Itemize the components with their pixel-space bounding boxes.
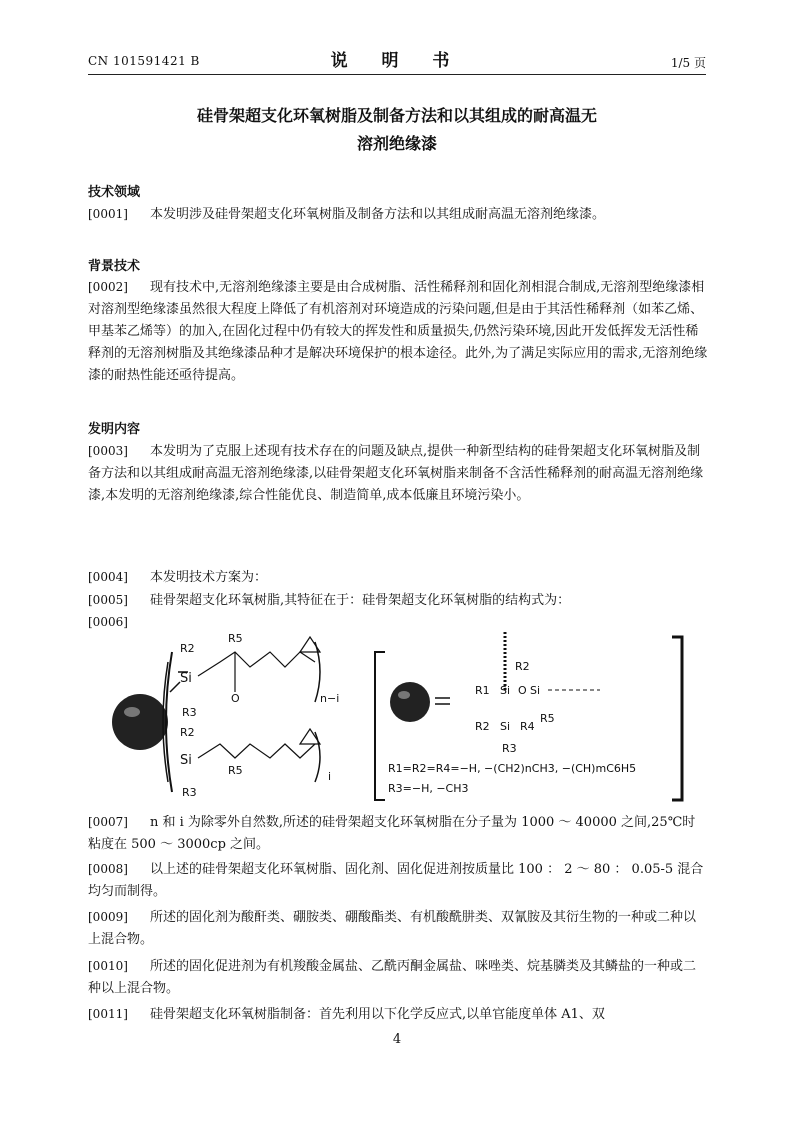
section-tech-field: 技术领域 xyxy=(88,185,141,200)
paragraph-tag: [0006] xyxy=(88,615,128,629)
label-r2-top: R2 xyxy=(180,642,195,655)
label-o-carbonyl: O xyxy=(231,692,240,705)
label-i-sub: i xyxy=(328,770,332,783)
definition-line-2: R3=−H, −CH3 xyxy=(388,782,469,795)
paragraph-tag: [0001] xyxy=(88,207,128,221)
paragraph-0008 xyxy=(88,858,708,903)
structural-formula-figure xyxy=(110,632,690,802)
section-invention: 发明内容 xyxy=(88,422,141,437)
paragraph-text: 以上述的硅骨架超支化环氧树脂、固化剂、固化促进剂按质量比 100 ： 2 ～ 80 ： 0.05-5 混合均匀而制得。 xyxy=(88,862,704,899)
label-r3-bot: R3 xyxy=(182,786,197,799)
paragraph-text: 所述的固化剂为酸酐类、硼胺类、硼酸酯类、有机酸酰肼类、双氰胺及其衍生物的一种或二种以上混合物。 xyxy=(88,910,697,947)
paragraph-0006 xyxy=(88,611,708,634)
patent-number: CN 101591421 B xyxy=(88,54,200,68)
page-number: 4 xyxy=(392,1032,402,1047)
paragraph-text: 硅骨架超支化环氧树脂,其特征在于：硅骨架超支化环氧树脂的结构式为： xyxy=(150,593,571,608)
paragraph-tag: [0009] xyxy=(88,910,128,924)
chain-bot xyxy=(198,744,315,758)
paragraph-0009 xyxy=(88,906,708,951)
equals-sign xyxy=(435,698,450,704)
paragraph-tag: [0010] xyxy=(88,959,128,973)
document-type: 说 明 书 xyxy=(330,51,464,71)
paragraph-0005 xyxy=(88,589,708,612)
label-r5-top: R5 xyxy=(228,632,243,645)
paragraph-text: 本发明技术方案为： xyxy=(150,570,268,585)
label-r5-bot: R5 xyxy=(228,764,243,777)
paragraph-tag: [0002] xyxy=(88,280,128,294)
title-line: 硅骨架超支化环氧树脂及制备方法和以其组成的耐高温无 xyxy=(196,106,597,125)
title-line: 溶剂绝缘漆 xyxy=(356,134,437,153)
label-si3-sq: Si xyxy=(500,720,511,733)
core-sphere-left xyxy=(112,694,168,750)
document-title xyxy=(0,102,794,158)
paragraph-text: 硅骨架超支化环氧树脂制备：首先利用以下化学反应式,以单官能度单体 A1、双 xyxy=(150,1007,605,1022)
label-r2b-sq: R2 xyxy=(475,720,490,733)
paragraph-0002 xyxy=(88,276,708,387)
label-r3-mid: R3 xyxy=(182,706,197,719)
core-sphere-right xyxy=(390,682,430,722)
label-o-sq: O xyxy=(518,684,527,697)
square-bracket-right xyxy=(672,637,682,800)
label-r1-sq: R1 xyxy=(475,684,490,697)
definition-line-1: R1=R2=R4=−H, −(CH2)nCH3, −(CH)mC6H5 xyxy=(388,762,637,775)
paragraph-text: 本发明涉及硅骨架超支化环氧树脂及制备方法和以其组成耐高温无溶剂绝缘漆。 xyxy=(150,207,606,222)
paragraph-tag: [0004] xyxy=(88,570,128,584)
paragraph-text: 所述的固化促进剂为有机羧酸金属盐、乙酰丙酮金属盐、咪唑类、烷基膦类及其鳞盐的一种或二种以上混合物。 xyxy=(88,959,697,996)
core-highlight xyxy=(124,707,140,717)
page-indicator: 1/5 页 xyxy=(670,56,706,70)
label-r4-sq: R4 xyxy=(520,720,535,733)
label-si-top: Si xyxy=(180,671,192,686)
paragraph-text: 本发明为了克服上述现有技术存在的问题及缺点,提供一种新型结构的硅骨架超支化环氧树脂及制备方法和以其组成耐高温无溶剂绝缘漆,以硅骨架超支化环氧树脂来制备不含活性稀释剂的耐高温无溶剂绝缘漆,本发明的无溶剂绝缘漆,综合性能优良、制造简单,成本低廉且环境污染小。 xyxy=(88,444,704,503)
square-bracket-left xyxy=(375,652,385,800)
paragraph-text: 现有技术中,无溶剂绝缘漆主要是由合成树脂、活性稀释剂和固化剂相混合制成,无溶剂型绝缘漆相对溶剂型绝缘漆虽然很大程度上降低了有机溶剂对环境造成的污染问题,但是由于其活性稀释剂（如苯乙烯、甲基苯乙烯等）的加入,在固化过程中仍有较大的挥发性和质量损失,仍然污染环境,因此开发低挥发无活性稀释剂的无溶剂树脂及其绝缘漆品种才是解决环境保护的根本途径。此外,为了满足实际应用的需求,无溶剂绝缘漆的耐热性能还亟待提高。 xyxy=(88,280,708,383)
paragraph-tag: [0003] xyxy=(88,444,128,458)
section-background: 背景技术 xyxy=(88,259,141,274)
core-highlight-right xyxy=(398,691,410,699)
bracket-bot-right xyxy=(315,732,320,782)
paragraph-0011 xyxy=(88,1003,708,1026)
chain-top xyxy=(198,652,315,676)
label-si2-sq: Si xyxy=(530,684,541,697)
paragraph-tag: [0007] xyxy=(88,815,128,829)
label-n-minus-i: n−i xyxy=(320,692,340,705)
label-r2-sq: R2 xyxy=(515,660,530,673)
paragraph-tag: [0005] xyxy=(88,593,128,607)
label-si-bot: Si xyxy=(180,753,192,768)
header-rule xyxy=(88,74,706,75)
label-r5-sq: R5 xyxy=(540,712,555,725)
paragraph-0010 xyxy=(88,955,708,1000)
paragraph-0007 xyxy=(88,811,708,856)
label-r2-mid: R2 xyxy=(180,726,195,739)
paragraph-0004 xyxy=(88,566,708,589)
paragraph-0003 xyxy=(88,440,708,507)
label-r3-sq: R3 xyxy=(502,742,517,755)
paragraph-text: n 和 i 为除零外自然数,所述的硅骨架超支化环氧树脂在分子量为 1000 ～ 40000 之间,25℃时粘度在 500 ～ 3000cp 之间。 xyxy=(88,815,696,852)
label-si1-sq: Si xyxy=(500,684,511,697)
paragraph-0001 xyxy=(88,203,708,226)
paragraph-tag: [0011] xyxy=(88,1007,128,1021)
paragraph-tag: [0008] xyxy=(88,862,128,876)
